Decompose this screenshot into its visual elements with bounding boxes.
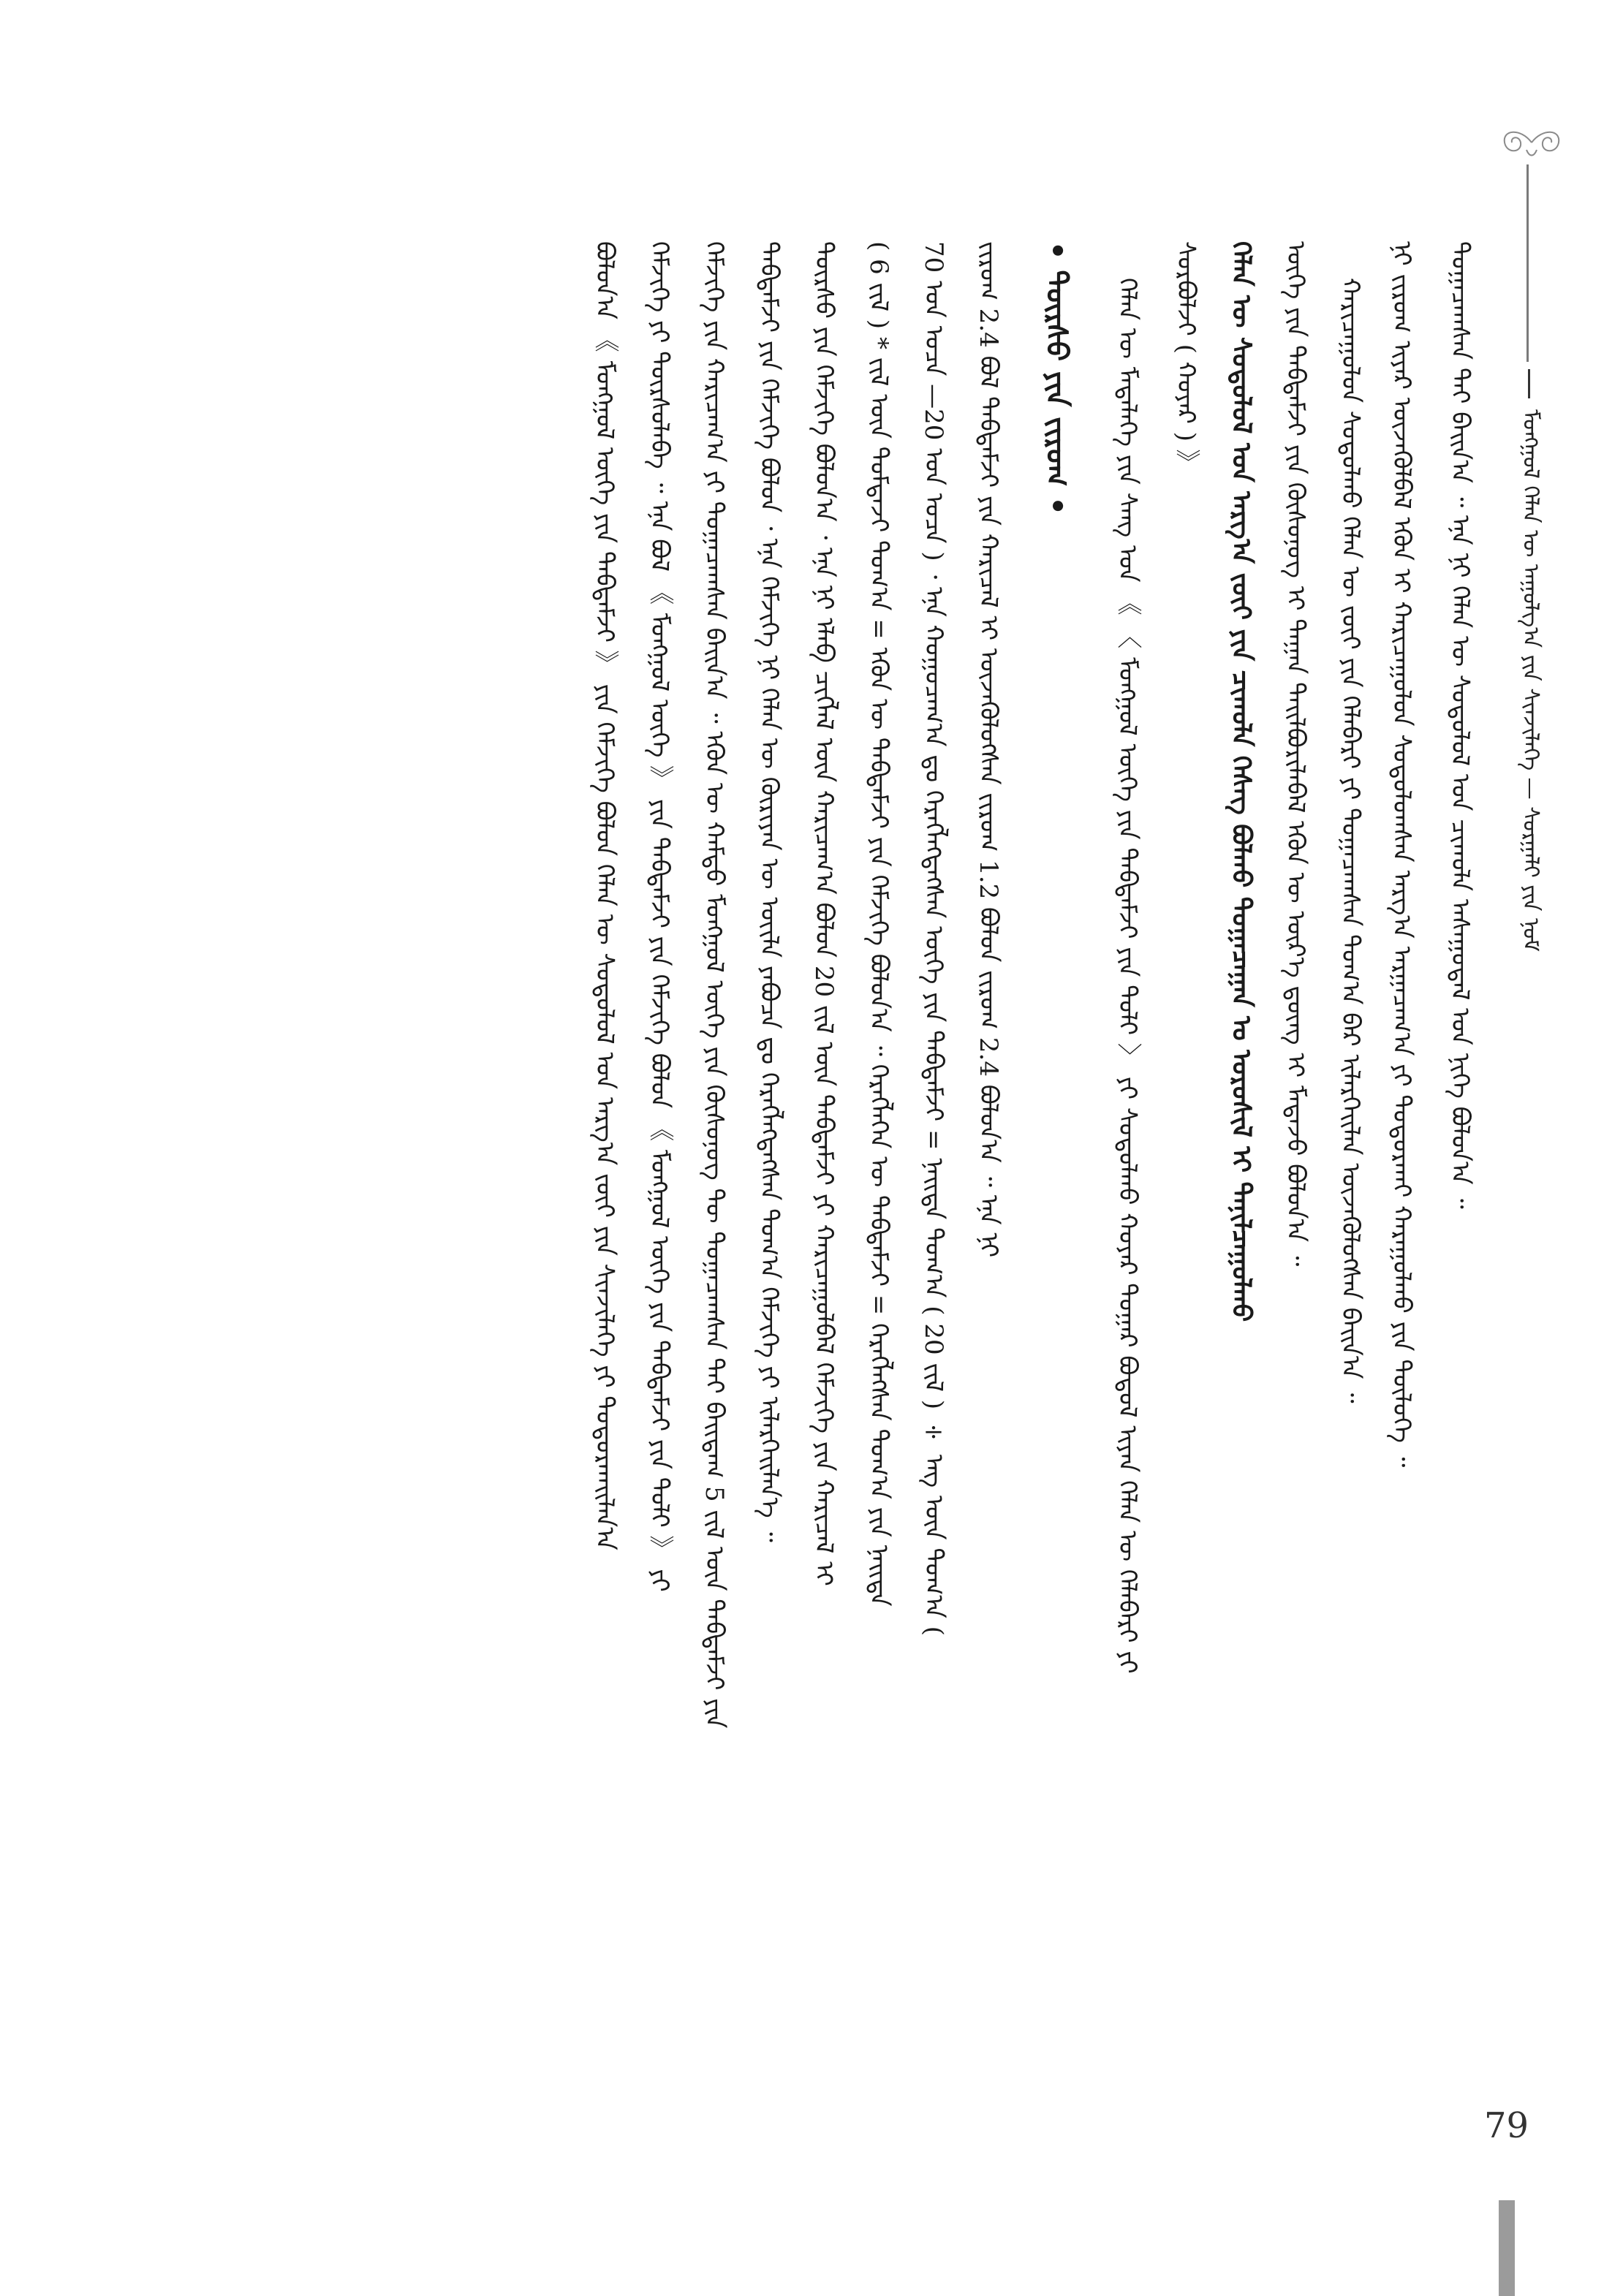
text-column: ᠳᠦᠷᠰᠦ ᠶᠢᠨ ᠬᠡᠮᠵᠢᠭᠡ ᠪᠣᠯᠤᠨ᠎ᠠ ᠂ ᠡᠨᠡ ᠨᠢ ᠡᠯᠡᠪ ᠴᠢᠭᠯᠡᠯ ᠦᠨ ᠬᠠᠷᠢᠴᠠᠭ᠎ᠠ ᠪᠣᠯᠤᠨ 20 ᠵᠢᠯ ᠦᠨ ᠳᠠᠪᠲᠠᠮᠵᠢ ᠶᠢ ᠬᠠᠷᠢᠴᠠᠭᠤᠯᠪᠠᠯ ᠬᠡᠮᠵᠢᠭᠡ ᠶᠢᠨ ᠬᠠᠷᠢᠴᠠᠯ ᠢ: [809, 241, 839, 1586]
header-dash: [1528, 369, 1530, 398]
header-rule: [1526, 164, 1529, 362]
text-column: ᠦᠭᠡ ᠶᠢᠨ ᠳᠠᠪᠲᠠᠮᠵᠢ ᠶᠢᠨ ᠬᠦᠰᠦᠨᠦᠭ ᠢ ᠳᠠᠭᠠᠨ ᠲᠠᠢᠯᠪᠤᠷᠢᠯᠠᠪᠠᠯ ᠡᠭᠦᠨ ᠦ ᠦᠷ᠎ᠡ ᠳ᠋ᠦᠩ ᠢ ᠮᠡᠳᠡᠵᠦ ᠪᠣᠯᠤᠨ᠎ᠠ ᠃: [1281, 241, 1310, 1267]
text-column: ᠰᠤᠷᠪᠤᠯᠵᠢ ( ᠬᠣᠶᠠᠷ ) 》: [1171, 241, 1200, 475]
section-heading: • ᠳᠦᠷᠰᠦ ᠶᠢᠨ ᠵᠢᠷᠤᠭ •: [1040, 241, 1074, 515]
text-column: 70 ᠣᠨ ᠣᠴᠠ —20 ᠣᠨ ᠣᠴᠠ ) ᠂ ᠡᠨᠡ ᠬᠤᠭᠤᠴᠠᠭ᠎ᠠ ᠳᠤ ᠬᠡᠷᠡᠭᠯᠡᠭᠳᠡᠭᠰᠡᠨ ᠦᠭᠡ ᠶᠢᠨ ᠳᠠᠪᠲᠠᠮᠵᠢ = ᠨᠡᠢᠲᠡ ᠲᠣᠭ᠎ᠠ ( 20 ᠵᠢᠯ ) ÷ ᠡᠩ ᠦᠨ ᠲᠣᠭ᠎ᠠ (: [919, 241, 948, 1636]
text-column: ᠳᠠᠪᠲᠠᠮᠵᠢ ᠶᠢᠨ ᠬᠡᠮᠵᠢᠭᠡ ᠪᠣᠯᠤᠨ ᠂ ᠡᠨᠡ ᠬᠡᠮᠵᠢᠭᠡ ᠨᠢ ᠬᠡᠯᠡᠨ ᠦ ᠬᠦᠷᠢᠶᠡᠨ ᠦ ᠦᠢᠯᠡ ᠶᠠᠪᠤᠴᠠ ᠳᠤ ᠬᠡᠷᠡᠭᠯᠡᠭᠳᠡᠭᠰᠡᠨ ᠲᠣᠭ᠎ᠠ ᠬᠡᠮᠵᠢᠭᠡ ᠶᠢ ᠢᠯᠡᠷᠬᠡᠢᠯᠡᠨ᠎ᠡ ᠃: [754, 241, 784, 1542]
text-column: ᠬᠡᠯᠡᠨ ᠦ ᠰᠤᠳᠤᠯᠤᠯ ᠤᠨ ᠠᠷᠭ᠎ᠠ ᠵᠦᠢ ᠶᠢᠨ ᠴᠢᠬᠤᠯᠠ ᠬᠡᠰᠡᠭ ᠪᠣᠯᠬᠤ ᠲᠣᠭᠠᠴᠠᠭᠠᠨ ᠤ ᠤᠷᠤᠰᠢᠯ ᠢ ᠲᠠᠨᠢᠯᠴᠠᠭᠤᠯᠬᠤ: [1226, 241, 1257, 1322]
text-column: ᠬᠡᠯᠡᠨ ᠦ ᠮᠡᠳᠡᠯᠡᠭᠡ ᠶᠢᠨ ᠰᠠᠩ ᠤᠨ 《 〈 ᠮᠣᠩᠭᠣᠯ ᠦᠭᠡ ᠶᠢᠨ ᠳᠠᠪᠲᠠᠮᠵᠢ ᠶᠢᠨ ᠲᠣᠯᠢ 〉 ᠶᠢ ᠰᠤᠳᠤᠯᠬᠤ ᠬᠣᠶᠠᠷ ᠳᠤᠭᠠᠷ ᠪᠣᠳᠣᠯ ᠢᠶᠠᠨ ᠬᠡᠯᠡᠨ ᠦ ᠬᠡᠯᠡᠪᠡᠷᠢ ᠶᠢ: [1113, 278, 1142, 1674]
text-column: ᠲᠣᠭᠠᠴᠠᠭᠰᠠᠨ ᠲᠡᠢ ᠪᠠᠢᠨ᠎ᠠ ᠃ ᠡᠨᠡ ᠨᠢ ᠬᠡᠯᠡᠨ ᠦ ᠰᠤᠳᠤᠯᠤᠯ ᠤᠨ ᠴᠢᠬᠤᠯᠠ ᠠᠰᠠᠭᠤᠳᠠᠯ ᠤᠨ ᠨᠢᠭᠡ ᠪᠣᠯᠤᠨ᠎ᠠ ᠃: [1445, 241, 1475, 1209]
flourish-ornament-icon: [1491, 121, 1572, 164]
text-column: ᠬᠡᠮᠵᠢᠭᠡ ᠶᠢᠨ ᠬᠠᠷᠢᠴᠠᠭ᠎ᠠ ᠶᠢ ᠲᠣᠭᠠᠴᠠᠭᠰᠠᠨ ᠪᠠᠢᠨ᠎ᠠ ᠃ ᠡᠭᠦᠨ ᠦ ᠬᠠᠮᠲᠤ ᠮᠣᠩᠭᠣᠯ ᠦᠭᠡ ᠶᠢᠨ ᠬᠦᠰᠦᠨᠦᠭ ᠲᠦ ᠲᠣᠭᠠᠴᠠᠭᠰᠠᠨ ᠲᠡᠢ ᠪᠠᠢᠳᠠᠭ 5 ᠵᠢᠯ ᠦᠨ ᠳᠠᠪᠲᠠᠮᠵᠢ ᠶᠢᠨ: [700, 241, 729, 1729]
text-column: ᠪᠣᠯᠤᠨ᠎ᠠ 《 ᠮᠣᠩᠭᠣᠯ ᠦᠭᠡ ᠶᠢᠨ ᠳᠠᠪᠲᠠᠮᠵᠢ 》 ᠶᠢᠨ ᠬᠡᠮᠵᠢᠭᠡ ᠪᠣᠯᠤᠨ ᠬᠡᠯᠡᠨ ᠦ ᠰᠤᠳᠤᠯᠤᠯ ᠤᠨ ᠠᠷᠭ᠎ᠠ ᠵᠦᠢ ᠶᠢᠨ ᠰᠢᠨᠵᠢᠯᠡᠭᠡ ᠶᠢ ᠲᠣᠳᠤᠷᠬᠠᠢᠯᠠᠨ᠎ᠠ: [590, 241, 619, 1550]
running-header: ᠮᠣᠩᠭᠣᠯ ᠬᠡᠯᠡᠨ ᠦ ᠠᠭᠤᠯᠭ᠎ᠠ ᠶᠢᠨ ᠰᠢᠨᠵᠢᠯᠡᠭᠡ — ᠰᠤᠷᠭᠠᠯᠢ ᠶᠢᠨ ᠨᠣᠮ: [1518, 409, 1543, 952]
page-number: 79: [1484, 2105, 1529, 2146]
text-column: ( 6 ᠵᠢᠯ ) * ᠵᠢᠯ ᠦᠨ ᠳᠤᠮᠳᠠᠵᠢ ᠲᠣᠭ᠎ᠠ = ᠡᠭᠦᠨ ᠦ ᠳᠠᠪᠲᠠᠮᠵᠢ ᠶᠢᠨ ᠬᠡᠮᠵᠢᠭᠡ ᠪᠣᠯᠤᠨ᠎ᠠ ᠃ ᠬᠡᠷᠡᠭᠯᠡᠭᠡᠨ ᠦ ᠳᠠᠪᠲᠠᠮᠵᠢ = ᠬᠡᠷᠡᠭᠯᠡᠭᠰᠡᠨ ᠲᠣᠭ᠎ᠠ ᠶᠢᠨ ᠨᠡᠢᠲᠡ: [864, 241, 893, 1607]
text-column: ᠨᠢ ᠵᠢᠷᠤᠭ ᠢᠶᠠᠷ ᠦᠵᠡᠭᠦᠯᠪᠡᠯ ᠡᠭᠦᠨ ᠢ ᠬᠠᠷᠢᠴᠠᠭᠤᠯᠤᠨ ᠰᠤᠳᠤᠯᠤᠭᠰᠠᠨ ᠠᠷᠭ᠎ᠠ ᠠᠷᠭᠠᠴᠠᠭ᠎ᠠ ᠶᠢ ᠲᠣᠳᠤᠷᠬᠠᠢ ᠬᠠᠷᠠᠭᠤᠯᠬᠤ ᠶᠢᠨ ᠲᠥᠯᠥᠭᠡ ᠃: [1387, 241, 1416, 1468]
text-column: ᠬᠡᠮᠵᠢᠭᠡ ᠶᠢ ᠳᠦᠷᠰᠦᠯᠡᠪᠡ ᠃ ᠡᠨᠡ ᠪᠣᠯ 《 ᠮᠣᠩᠭᠣᠯ ᠦᠭᠡ 》 ᠶᠢᠨ ᠳᠠᠪᠲᠠᠮᠵᠢ ᠶᠢᠨ ᠬᠡᠮᠵᠢᠭᠡ ᠪᠣᠯᠤᠨ 《 ᠮᠣᠩᠭᠣᠯ ᠦᠭᠡ ᠶᠢᠨ ᠳᠠᠪᠲᠠᠮᠵᠢ ᠶᠢᠨ ᠲᠣᠯᠢ 》 ᠶᠢ: [645, 241, 674, 1592]
text-column: ᠬᠠᠷᠢᠴᠠᠭᠤᠯᠤᠨ ᠰᠤᠳᠤᠯᠬᠤ ᠬᠡᠯᠡᠨ ᠦ ᠵᠦᠢ ᠶᠢᠨ ᠬᠡᠯᠡᠪᠡᠷᠢ ᠶᠢ ᠲᠣᠭᠠᠴᠠᠭᠰᠠᠨ ᠲᠣᠭ᠎ᠠ ᠪᠠᠷ ᠢᠯᠡᠷᠬᠡᠢᠯᠡᠨ ᠦᠵᠡᠭᠦᠯᠦᠭᠰᠡᠨ ᠪᠠᠢᠨ᠎ᠠ ᠃: [1336, 278, 1365, 1403]
text-column: ᠵᠢᠷᠤᠭ 2.4 ᠪᠣᠯ ᠳᠠᠪᠲᠠᠮᠵᠢ ᠶᠢᠨ ᠬᠠᠷᠢᠴᠠᠯ ᠢ ᠦᠵᠡᠭᠦᠯᠦᠭᠰᠡᠨ ᠵᠢᠷᠤᠭ 1.2 ᠪᠣᠯᠤᠨ ᠵᠢᠷᠤᠭ 2.4 ᠪᠣᠯᠤᠨ᠎ᠠ ᠃ ᠡᠨᠡ ᠨᠢ: [974, 241, 1003, 1258]
page-side-tab: [1499, 2200, 1515, 2296]
